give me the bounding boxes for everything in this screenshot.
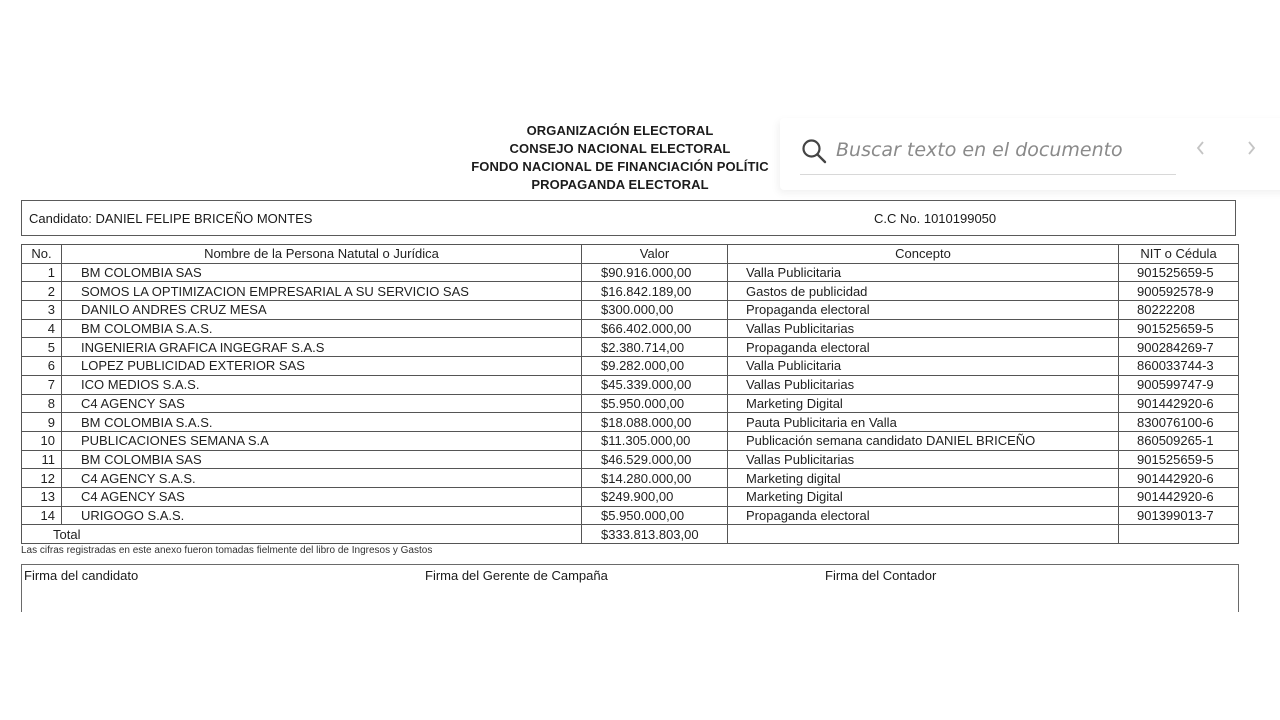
row-nit: 900284269-7 [1119, 338, 1239, 357]
row-concept: Propaganda electoral [728, 301, 1119, 320]
row-no: 8 [22, 394, 62, 413]
signature-candidate-label: Firma del candidato [24, 568, 139, 583]
row-name: INGENIERIA GRAFICA INGEGRAF S.A.S [62, 338, 582, 357]
row-concept: Vallas Publicitarias [728, 319, 1119, 338]
table-row [22, 469, 1239, 488]
row-no: 6 [22, 357, 62, 376]
search-underline [800, 174, 1176, 175]
table-row [22, 338, 1239, 357]
row-value: $11.305.000,00 [582, 431, 728, 450]
row-no: 13 [22, 487, 62, 506]
row-value: $2.380.714,00 [582, 338, 728, 357]
candidate-name: Candidato: DANIEL FELIPE BRICEÑO MONTES [29, 211, 313, 226]
table-row [22, 394, 1239, 413]
row-value: $46.529.000,00 [582, 450, 728, 469]
row-no: 3 [22, 301, 62, 320]
table-row [22, 263, 1239, 282]
row-nit: 901442920-6 [1119, 487, 1239, 506]
expenses-table [21, 244, 1239, 544]
total-nit-empty [1119, 525, 1239, 544]
row-name: URIGOGO S.A.S. [62, 506, 582, 525]
total-value: $333.813.803,00 [582, 525, 728, 544]
total-label: Total [22, 525, 582, 544]
row-nit: 860033744-3 [1119, 357, 1239, 376]
row-name: LOPEZ PUBLICIDAD EXTERIOR SAS [62, 357, 582, 376]
table-row [22, 487, 1239, 506]
table-row [22, 450, 1239, 469]
row-value: $16.842.189,00 [582, 282, 728, 301]
table-row [22, 357, 1239, 376]
table-row [22, 282, 1239, 301]
row-no: 10 [22, 431, 62, 450]
row-nit: 901442920-6 [1119, 469, 1239, 488]
row-nit: 900599747-9 [1119, 375, 1239, 394]
row-concept: Marketing Digital [728, 394, 1119, 413]
row-nit: 901525659-5 [1119, 319, 1239, 338]
signature-accountant-label: Firma del Contador [825, 568, 937, 583]
row-no: 2 [22, 282, 62, 301]
row-value: $300.000,00 [582, 301, 728, 320]
row-name: BM COLOMBIA S.A.S. [62, 319, 582, 338]
row-nit: 80222208 [1119, 301, 1239, 320]
search-panel [780, 118, 1280, 190]
row-nit: 901399013-7 [1119, 506, 1239, 525]
table-row [22, 301, 1239, 320]
col-header-concept: Concepto [728, 245, 1119, 264]
table-row [22, 375, 1239, 394]
row-concept: Propaganda electoral [728, 338, 1119, 357]
row-no: 14 [22, 506, 62, 525]
previous-result-button[interactable] [1189, 136, 1213, 160]
page-area-blank [0, 612, 1280, 720]
row-no: 9 [22, 413, 62, 432]
row-value: $5.950.000,00 [582, 394, 728, 413]
row-nit: 901525659-5 [1119, 450, 1239, 469]
row-no: 12 [22, 469, 62, 488]
row-nit: 900592578-9 [1119, 282, 1239, 301]
document-header [420, 122, 820, 194]
table-row [22, 413, 1239, 432]
row-name: BM COLOMBIA SAS [62, 263, 582, 282]
row-nit: 901442920-6 [1119, 394, 1239, 413]
total-concept-empty [728, 525, 1119, 544]
row-value: $5.950.000,00 [582, 506, 728, 525]
row-name: C4 AGENCY SAS [62, 487, 582, 506]
total-row [22, 525, 1239, 544]
row-value: $66.402.000,00 [582, 319, 728, 338]
col-header-no: No. [22, 245, 62, 264]
col-header-name: Nombre de la Persona Natutal o Jurídica [62, 245, 582, 264]
row-name: C4 AGENCY S.A.S. [62, 469, 582, 488]
table-row [22, 506, 1239, 525]
table-header-row [22, 245, 1239, 264]
row-concept: Vallas Publicitarias [728, 450, 1119, 469]
search-input[interactable] [836, 136, 1174, 164]
row-name: C4 AGENCY SAS [62, 394, 582, 413]
row-value: $249.900,00 [582, 487, 728, 506]
row-value: $90.916.000,00 [582, 263, 728, 282]
row-name: SOMOS LA OPTIMIZACION EMPRESARIAL A SU SERVICIO SAS [62, 282, 582, 301]
row-nit: 860509265-1 [1119, 431, 1239, 450]
row-concept: Gastos de publicidad [728, 282, 1119, 301]
row-name: BM COLOMBIA S.A.S. [62, 413, 582, 432]
row-concept: Marketing Digital [728, 487, 1119, 506]
row-value: $18.088.000,00 [582, 413, 728, 432]
row-name: BM COLOMBIA SAS [62, 450, 582, 469]
row-concept: Pauta Publicitaria en Valla [728, 413, 1119, 432]
chevron-right-icon [1244, 139, 1258, 157]
col-header-value: Valor [582, 245, 728, 264]
row-no: 7 [22, 375, 62, 394]
table-row [22, 431, 1239, 450]
row-no: 11 [22, 450, 62, 469]
row-no: 5 [22, 338, 62, 357]
header-line-4: PROPAGANDA ELECTORAL [531, 177, 709, 192]
footnote: Las cifras registradas en este anexo fueron tomadas fielmente del libro de Ingresos y Gastos [21, 545, 433, 556]
row-value: $45.339.000,00 [582, 375, 728, 394]
candidate-cc: C.C No. 1010199050 [874, 211, 997, 226]
row-concept: Publicación semana candidato DANIEL BRICEÑO [728, 431, 1119, 450]
row-name: PUBLICACIONES SEMANA S.A [62, 431, 582, 450]
next-result-button[interactable] [1239, 136, 1263, 160]
header-line-2: CONSEJO NACIONAL ELECTORAL [509, 141, 731, 156]
row-concept: Vallas Publicitarias [728, 375, 1119, 394]
chevron-left-icon [1194, 139, 1208, 157]
header-line-1: ORGANIZACIÓN ELECTORAL [526, 123, 714, 138]
row-no: 1 [22, 263, 62, 282]
table-row [22, 319, 1239, 338]
row-value: $9.282.000,00 [582, 357, 728, 376]
row-value: $14.280.000,00 [582, 469, 728, 488]
row-name: DANILO ANDRES CRUZ MESA [62, 301, 582, 320]
row-no: 4 [22, 319, 62, 338]
header-line-3: FONDO NACIONAL DE FINANCIACIÓN POLÍTIC [471, 159, 769, 174]
row-nit: 830076100-6 [1119, 413, 1239, 432]
row-concept: Propaganda electoral [728, 506, 1119, 525]
row-concept: Valla Publicitaria [728, 263, 1119, 282]
row-concept: Marketing digital [728, 469, 1119, 488]
row-name: ICO MEDIOS S.A.S. [62, 375, 582, 394]
row-nit: 901525659-5 [1119, 263, 1239, 282]
search-icon[interactable] [800, 137, 828, 165]
row-concept: Valla Publicitaria [728, 357, 1119, 376]
candidate-info-box [21, 200, 1236, 236]
signature-manager-label: Firma del Gerente de Campaña [425, 568, 608, 583]
col-header-nit: NIT o Cédula [1119, 245, 1239, 264]
